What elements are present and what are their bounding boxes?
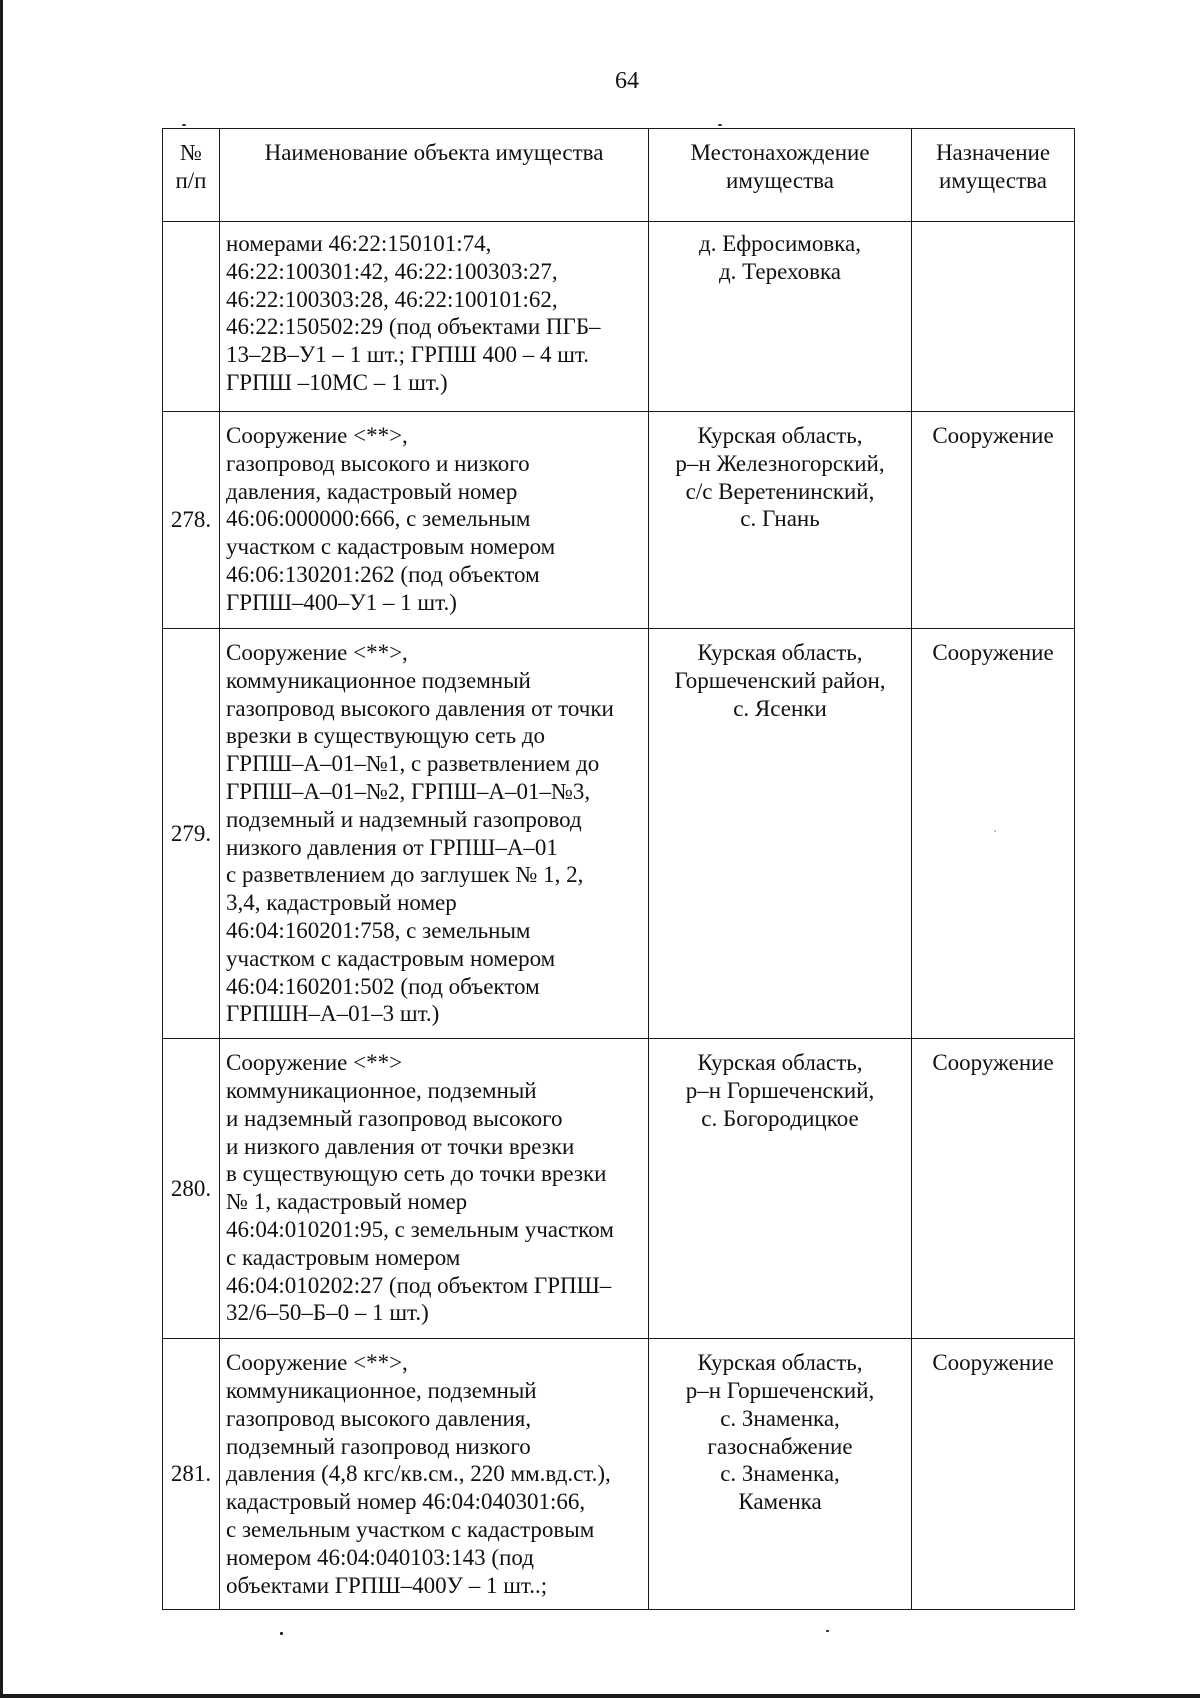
row-num xyxy=(163,222,220,412)
table-row xyxy=(163,1039,1075,1339)
row-purpose xyxy=(912,222,1075,412)
table-row xyxy=(163,222,1075,412)
header-purpose: Назначение имущества xyxy=(912,129,1075,222)
scan-speck xyxy=(718,124,722,126)
table-row xyxy=(163,1339,1075,1610)
row-location: Курская область, р–н Горшеченский, с. Богородицкое xyxy=(649,1039,912,1339)
row-purpose: Сооружение xyxy=(912,629,1075,1039)
scan-speck xyxy=(182,124,186,126)
table-header-row xyxy=(163,129,1075,222)
scan-speck xyxy=(994,830,996,832)
header-name: Наименование объекта имущества xyxy=(220,129,649,222)
scan-edge-left xyxy=(0,0,3,1698)
row-location: Курская область, р–н Горшеченский, с. Знаменка, газоснабжение с. Знаменка, Каменка xyxy=(649,1339,912,1610)
row-name: Сооружение <**> коммуникационное, подземный и надземный газопровод высокого и низкого давления от точки врезки в существующую сеть до точки врезки № 1, кадастровый номер 46:04:010201:95, с земельным участком с кадастровым номером 46:04:010202:27 (под объектом ГРПШ– 32/6–50–Б–0 – 1 шт.) xyxy=(220,1039,649,1339)
header-location: Местонахождение имущества xyxy=(649,129,912,222)
row-name: номерами 46:22:150101:74, 46:22:100301:42, 46:22:100303:27, 46:22:100303:28, 46:22:100101:62, 46:22:150502:29 (под объектами ПГБ– 13–2В–У1 – 1 шт.; ГРПШ 400 – 4 шт. ГРПШ –10МС – 1 шт.) xyxy=(220,222,649,412)
row-name: Сооружение <**>, коммуникационное, подземный газопровод высокого давления, подземный газопровод низкого давления (4,8 кгс/кв.см., 220 мм.вд.ст.), кадастровый номер 46:04:040301:66, с земельным участком с кадастровым номером 46:04:040103:143 (под объектами ГРПШ–400У – 1 шт..; xyxy=(220,1339,649,1610)
row-num: 279. xyxy=(163,629,220,1039)
row-name: Сооружение <**>, коммуникационное подземный газопровод высокого давления от точки врезки в существующую сеть до ГРПШ–А–01–№1, с разветвлением до ГРПШ–А–01–№2, ГРПШ–А–01–№3, подземный и надземный газопровод низкого давления от ГРПШ–А–01 с разветвлением до заглушек № 1, 2, 3,4, кадастровый номер 46:04:160201:758, с земельным участком с кадастровым номером 46:04:160201:502 (под объектом ГРПШН–А–01–3 шт.) xyxy=(220,629,649,1039)
row-location: д. Ефросимовка, д. Тереховка xyxy=(649,222,912,412)
scan-edge-bottom xyxy=(0,1694,1200,1698)
row-location: Курская область, Горшеченский район, с. Ясенки xyxy=(649,629,912,1039)
property-table xyxy=(162,128,1075,1610)
table-row xyxy=(163,629,1075,1039)
table-row xyxy=(163,412,1075,629)
row-num: 281. xyxy=(163,1339,220,1610)
row-location: Курская область, р–н Железногорский, с/с Веретенинский, с. Гнань xyxy=(649,412,912,629)
header-num: № п/п xyxy=(163,129,220,222)
row-num: 280. xyxy=(163,1039,220,1339)
page-number: 64 xyxy=(615,68,639,94)
row-num: 278. xyxy=(163,412,220,629)
row-name: Сооружение <**>, газопровод высокого и низкого давления, кадастровый номер 46:06:000000:666, с земельным участком с кадастровым номером 46:06:130201:262 (под объектом ГРПШ–400–У1 – 1 шт.) xyxy=(220,412,649,629)
row-purpose: Сооружение xyxy=(912,1339,1075,1610)
scan-speck xyxy=(280,1632,283,1635)
scan-speck xyxy=(826,1630,829,1632)
row-purpose: Сооружение xyxy=(912,412,1075,629)
row-purpose: Сооружение xyxy=(912,1039,1075,1339)
